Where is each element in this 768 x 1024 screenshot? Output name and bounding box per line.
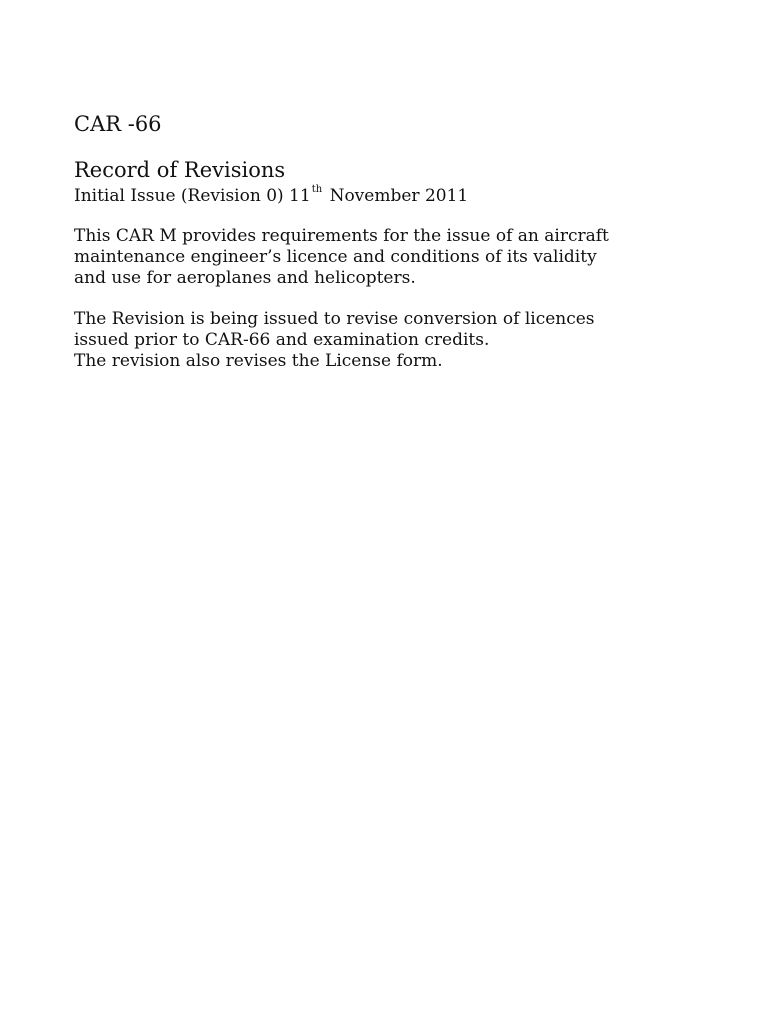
revision-line-2: issued prior to CAR-66 and examination credits. <box>74 330 490 350</box>
issue-prefix: Initial Issue (Revision 0) 11 <box>74 186 311 206</box>
document-heading: CAR -66 <box>74 112 162 136</box>
revision-line-1: The Revision is being issued to revise conversion of licences <box>74 309 595 329</box>
issue-superscript: th <box>311 184 323 195</box>
section-title: Record of Revisions <box>74 158 286 182</box>
intro-line-2: maintenance engineer’s licence and conditions of its validity <box>74 247 597 267</box>
revision-line-3: The revision also revises the License form. <box>74 351 443 371</box>
intro-line-3: and use for aeroplanes and helicopters. <box>74 268 416 288</box>
issue-line <box>74 184 734 208</box>
intro-line-1: This CAR M provides requirements for the issue of an aircraft <box>74 226 609 246</box>
intro-paragraph <box>74 226 734 289</box>
document-content <box>74 110 734 372</box>
revision-paragraph <box>74 309 734 372</box>
issue-suffix: November 2011 <box>324 186 469 206</box>
